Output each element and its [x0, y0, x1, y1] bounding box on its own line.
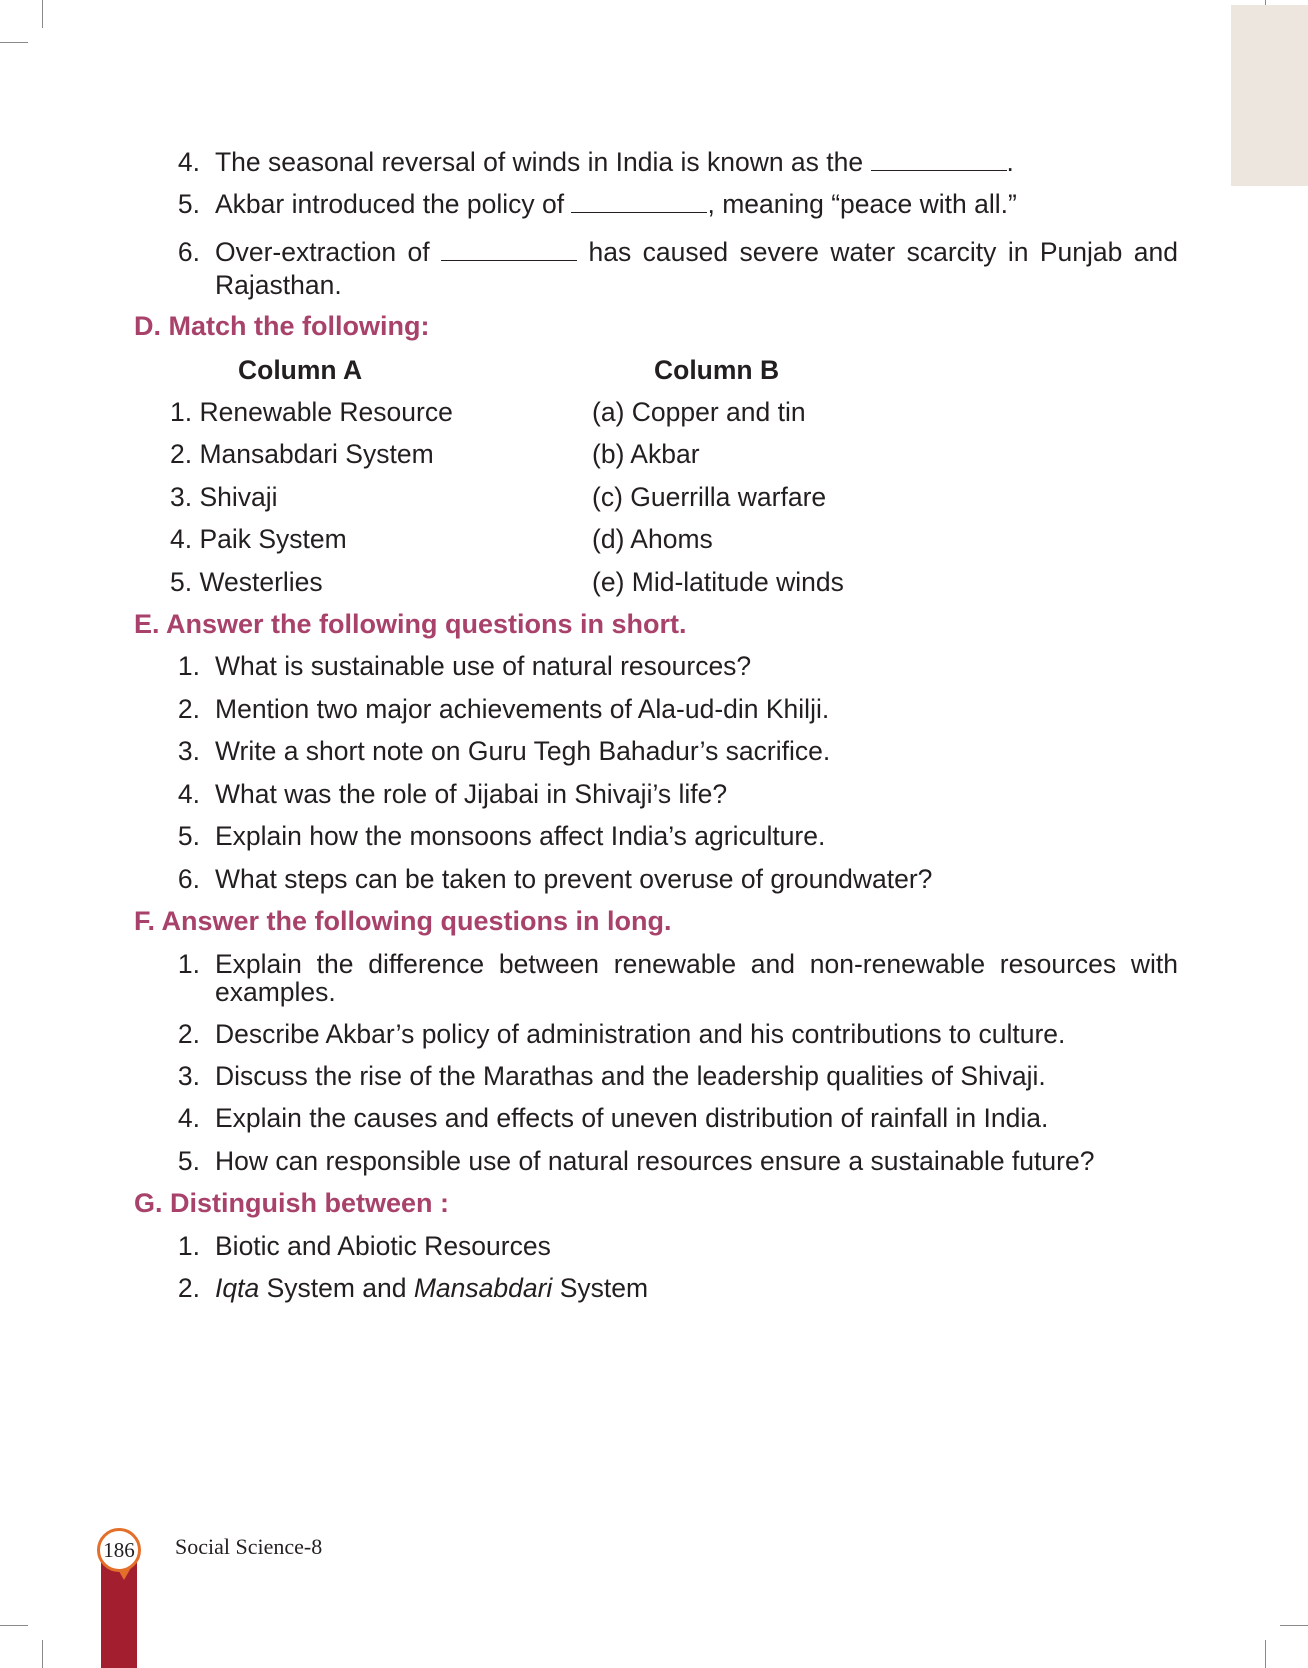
item-number: 4.	[177, 779, 200, 809]
text-mid: System and	[259, 1273, 414, 1303]
blank-line	[871, 148, 1007, 171]
item-text: What steps can be taken to prevent overuse of groundwater?	[215, 864, 933, 894]
item-text: Biotic and Abiotic Resources	[215, 1231, 551, 1261]
item-number: 5.	[177, 821, 200, 851]
item-number: 3.	[177, 1061, 200, 1091]
section-heading-e: E. Answer the following questions in short.	[134, 609, 687, 639]
match-right-item: (a) Copper and tin	[592, 397, 806, 427]
item-text	[215, 1272, 648, 1304]
page-edge-tab	[1231, 5, 1308, 186]
item-text-line2: Rajasthan.	[215, 270, 342, 300]
item-text-after: has caused severe water scarcity in Punjab and	[577, 237, 1178, 267]
item-text: Explain how the monsoons affect India’s agriculture.	[215, 821, 826, 851]
item-text-before: The seasonal reversal of winds in India is known as the	[215, 147, 871, 177]
crop-mark	[42, 0, 43, 28]
match-right-item: (d) Ahoms	[592, 524, 713, 554]
item-text: Explain the causes and effects of uneven distribution of rainfall in India.	[215, 1103, 1049, 1133]
item-number: 6.	[177, 237, 200, 267]
page-number-badge	[97, 1528, 141, 1572]
match-left-item: 1. Renewable Resource	[170, 397, 453, 427]
item-text-before: Over-extraction of	[215, 237, 442, 267]
item-number: 1.	[177, 1231, 200, 1261]
item-number: 6.	[177, 864, 200, 894]
item-text-after: .	[1006, 147, 1014, 177]
crop-mark	[1265, 1640, 1266, 1668]
crop-mark	[0, 1625, 28, 1626]
item-number: 1.	[177, 949, 200, 979]
crop-mark	[0, 42, 28, 43]
item-text: How can responsible use of natural resources ensure a sustainable future?	[215, 1146, 1095, 1176]
match-left-item: 2. Mansabdari System	[170, 439, 434, 469]
section-heading-g: G. Distinguish between :	[134, 1188, 450, 1218]
blank-line	[571, 190, 707, 213]
item-number: 5.	[177, 1146, 200, 1176]
item-text	[215, 188, 1017, 220]
item-number: 2.	[177, 1019, 200, 1049]
term-iqta: Iqta	[215, 1273, 260, 1303]
match-left-item: 5. Westerlies	[170, 567, 323, 597]
match-right-item: (e) Mid-latitude winds	[592, 567, 844, 597]
item-number: 2.	[177, 694, 200, 724]
blank-line	[441, 238, 577, 261]
item-number: 4.	[177, 147, 200, 177]
item-text-before: Akbar introduced the policy of	[215, 189, 572, 219]
item-text-after: , meaning “peace with all.”	[707, 189, 1017, 219]
item-number: 2.	[177, 1273, 200, 1303]
book-title: Social Science-8	[175, 1534, 323, 1559]
crop-mark	[1280, 1625, 1308, 1626]
item-text	[215, 146, 1014, 178]
term-mansabdari: Mansabdari	[413, 1273, 553, 1303]
crop-mark	[42, 1640, 43, 1668]
column-b-header: Column B	[654, 355, 780, 385]
item-text: Describe Akbar’s policy of administration and his contributions to culture.	[215, 1019, 1066, 1049]
item-number: 5.	[177, 189, 200, 219]
item-number: 4.	[177, 1103, 200, 1133]
item-text: Write a short note on Guru Tegh Bahadur’s sacrifice.	[215, 736, 831, 766]
match-left-item: 4. Paik System	[170, 524, 347, 554]
item-text	[215, 236, 1178, 268]
match-right-item: (c) Guerrilla warfare	[592, 482, 827, 512]
item-text: What was the role of Jijabai in Shivaji’s life?	[215, 779, 728, 809]
match-right-item: (b) Akbar	[592, 439, 700, 469]
item-text: Mention two major achievements of Ala-ud-din Khilji.	[215, 694, 830, 724]
item-text: What is sustainable use of natural resources?	[215, 651, 752, 681]
column-a-header: Column A	[238, 355, 363, 385]
page-number: 186	[103, 1537, 135, 1562]
item-text: Explain the difference between renewable and non-renewable resources with	[215, 949, 1178, 979]
item-text: Discuss the rise of the Marathas and the leadership qualities of Shivaji.	[215, 1061, 1046, 1091]
section-heading-f: F. Answer the following questions in long.	[134, 906, 672, 936]
item-number: 3.	[177, 736, 200, 766]
match-left-item: 3. Shivaji	[170, 482, 278, 512]
text-end: System	[552, 1273, 649, 1303]
item-text-line2: examples.	[215, 977, 336, 1007]
item-number: 1.	[177, 651, 200, 681]
section-heading-d: D. Match the following:	[134, 311, 430, 341]
